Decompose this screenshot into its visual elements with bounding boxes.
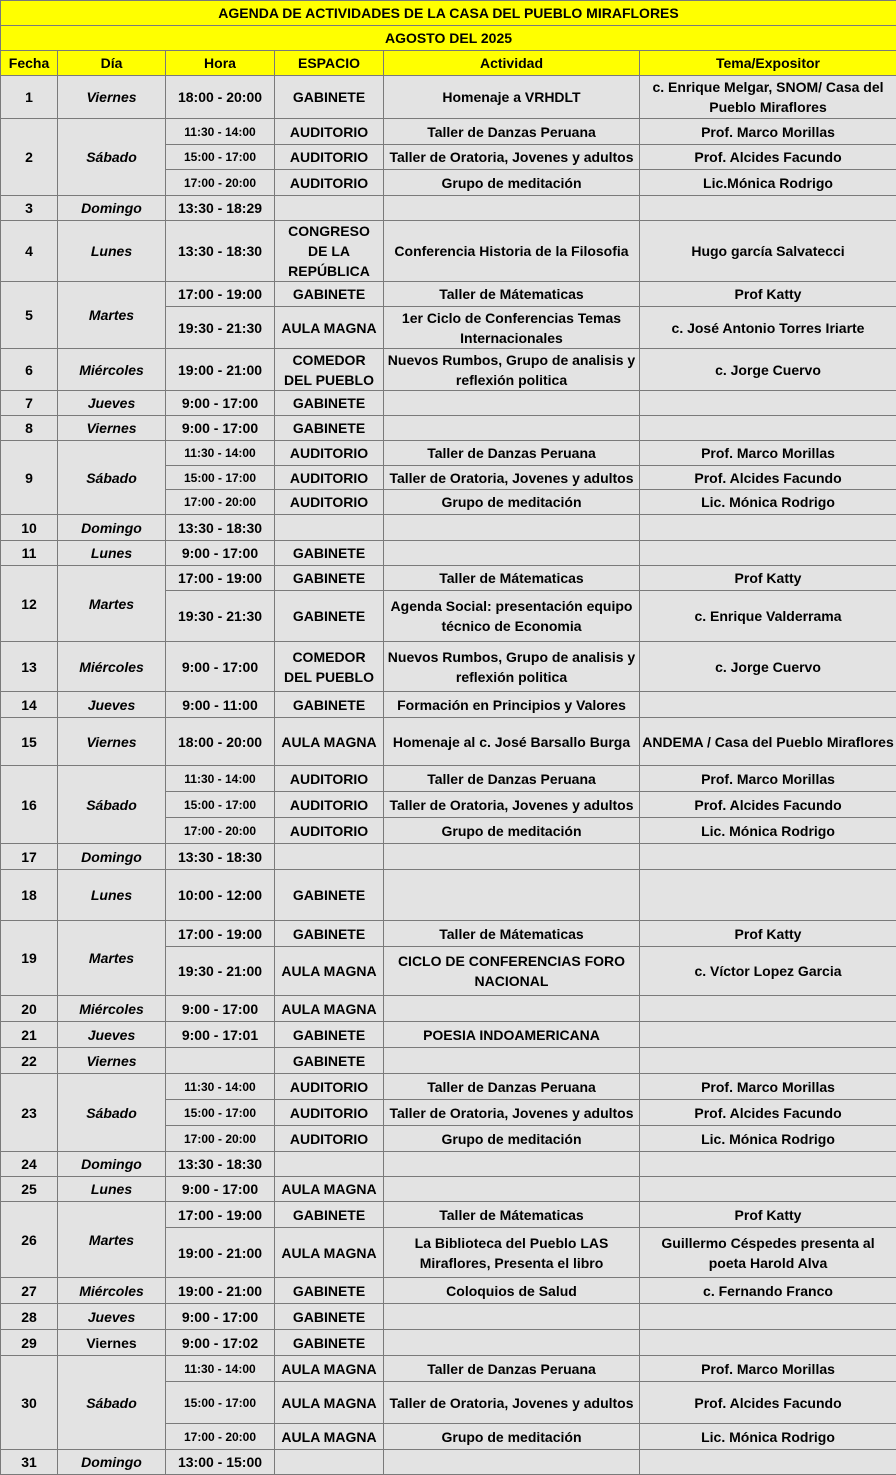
cell-tema: Prof. Marco Morillas: [640, 1074, 896, 1100]
cell-espacio: AULA MAGNA: [275, 1356, 384, 1382]
cell-espacio: AULA MAGNA: [275, 1228, 384, 1278]
cell-hora: 13:30 - 18:30: [166, 1152, 275, 1177]
cell-fecha: 27: [1, 1278, 58, 1304]
cell-tema: c. Jorge Cuervo: [640, 642, 896, 692]
cell-dia: Lunes: [58, 870, 166, 921]
cell-actividad: CICLO DE CONFERENCIAS FORO NACIONAL: [384, 947, 640, 996]
cell-hora: 19:00 - 21:00: [166, 349, 275, 391]
cell-actividad: Grupo de meditación: [384, 1424, 640, 1450]
cell-hora: 17:00 - 20:00: [166, 1126, 275, 1152]
cell-tema: Prof. Alcides Facundo: [640, 1100, 896, 1126]
cell-dia: Lunes: [58, 541, 166, 566]
cell-espacio: [275, 1450, 384, 1475]
cell-dia: Viernes: [58, 718, 166, 766]
cell-espacio: AULA MAGNA: [275, 307, 384, 349]
cell-tema: [640, 416, 896, 441]
cell-actividad: Taller de Danzas Peruana: [384, 119, 640, 145]
cell-tema: [640, 1048, 896, 1074]
table-row: [1, 921, 896, 947]
cell-actividad: Grupo de meditación: [384, 490, 640, 515]
cell-fecha: 3: [1, 196, 58, 221]
cell-actividad: [384, 416, 640, 441]
cell-hora: 10:00 - 12:00: [166, 870, 275, 921]
cell-espacio: GABINETE: [275, 1022, 384, 1048]
cell-actividad: La Biblioteca del Pueblo LAS Miraflores, Presenta el libro: [384, 1228, 640, 1278]
cell-espacio: AUDITORIO: [275, 1074, 384, 1100]
cell-actividad: Conferencia Historia de la Filosofia: [384, 221, 640, 282]
cell-espacio: GABINETE: [275, 921, 384, 947]
table-row: [1, 692, 896, 718]
cell-actividad: [384, 515, 640, 541]
title-row: [1, 1, 896, 26]
table-row: [1, 1450, 896, 1475]
cell-actividad: Taller de Mátematicas: [384, 282, 640, 307]
cell-espacio: GABINETE: [275, 870, 384, 921]
cell-fecha: 24: [1, 1152, 58, 1177]
cell-hora: 18:00 - 20:00: [166, 76, 275, 119]
cell-dia: Jueves: [58, 1304, 166, 1330]
cell-hora: 9:00 - 17:00: [166, 642, 275, 692]
cell-espacio: [275, 196, 384, 221]
cell-hora: 9:00 - 17:00: [166, 1304, 275, 1330]
cell-hora: 9:00 - 17:02: [166, 1330, 275, 1356]
cell-actividad: [384, 1177, 640, 1202]
cell-dia: Sábado: [58, 766, 166, 844]
table-row: [1, 515, 896, 541]
cell-actividad: Homenaje al c. José Barsallo Burga: [384, 718, 640, 766]
cell-tema: [640, 1152, 896, 1177]
cell-espacio: AUDITORIO: [275, 1100, 384, 1126]
cell-espacio: GABINETE: [275, 1202, 384, 1228]
cell-tema: [640, 515, 896, 541]
cell-hora: 9:00 - 11:00: [166, 692, 275, 718]
cell-espacio: AUDITORIO: [275, 490, 384, 515]
cell-espacio: GABINETE: [275, 692, 384, 718]
table-row: [1, 870, 896, 921]
cell-actividad: Grupo de meditación: [384, 170, 640, 196]
cell-dia: Sábado: [58, 1074, 166, 1152]
cell-hora: [166, 1048, 275, 1074]
cell-espacio: AUDITORIO: [275, 766, 384, 792]
cell-fecha: 8: [1, 416, 58, 441]
cell-fecha: 13: [1, 642, 58, 692]
cell-dia: Miércoles: [58, 996, 166, 1022]
cell-hora: 15:00 - 17:00: [166, 1100, 275, 1126]
cell-dia: Lunes: [58, 221, 166, 282]
table-row: [1, 282, 896, 307]
cell-actividad: [384, 1450, 640, 1475]
cell-tema: Prof. Marco Morillas: [640, 766, 896, 792]
cell-hora: 13:30 - 18:29: [166, 196, 275, 221]
cell-fecha: 14: [1, 692, 58, 718]
cell-espacio: AUDITORIO: [275, 119, 384, 145]
cell-tema: [640, 1330, 896, 1356]
cell-actividad: Grupo de meditación: [384, 1126, 640, 1152]
table-row: [1, 844, 896, 870]
cell-actividad: [384, 541, 640, 566]
cell-tema: c. Enrique Melgar, SNOM/ Casa del Pueblo Miraflores: [640, 76, 896, 119]
cell-tema: c. Jorge Cuervo: [640, 349, 896, 391]
cell-espacio: AUDITORIO: [275, 818, 384, 844]
cell-hora: 15:00 - 17:00: [166, 792, 275, 818]
table-row: [1, 76, 896, 119]
cell-espacio: GABINETE: [275, 416, 384, 441]
cell-espacio: AULA MAGNA: [275, 1177, 384, 1202]
table-row: [1, 1278, 896, 1304]
cell-actividad: Taller de Mátematicas: [384, 921, 640, 947]
cell-hora: 15:00 - 17:00: [166, 145, 275, 170]
cell-espacio: AUDITORIO: [275, 1126, 384, 1152]
cell-dia: Sábado: [58, 119, 166, 196]
cell-tema: c. Enrique Valderrama: [640, 591, 896, 642]
cell-dia: Jueves: [58, 692, 166, 718]
cell-espacio: AULA MAGNA: [275, 996, 384, 1022]
cell-espacio: CONGRESO DE LA REPÚBLICA: [275, 221, 384, 282]
table-row: [1, 1330, 896, 1356]
cell-tema: [640, 996, 896, 1022]
cell-espacio: AUDITORIO: [275, 441, 384, 466]
cell-tema: Hugo garcía Salvatecci: [640, 221, 896, 282]
page-subtitle: AGOSTO DEL 2025: [1, 26, 896, 51]
cell-dia: Domingo: [58, 1152, 166, 1177]
cell-hora: 19:30 - 21:00: [166, 947, 275, 996]
cell-dia: Domingo: [58, 196, 166, 221]
cell-dia: Domingo: [58, 515, 166, 541]
table-row: [1, 1177, 896, 1202]
cell-tema: Lic.Mónica Rodrigo: [640, 170, 896, 196]
cell-actividad: [384, 196, 640, 221]
cell-actividad: Taller de Danzas Peruana: [384, 766, 640, 792]
cell-actividad: Taller de Danzas Peruana: [384, 1074, 640, 1100]
table-row: [1, 119, 896, 145]
cell-fecha: 9: [1, 441, 58, 515]
cell-dia: Sábado: [58, 441, 166, 515]
cell-hora: 17:00 - 20:00: [166, 490, 275, 515]
cell-actividad: Homenaje a VRHDLT: [384, 76, 640, 119]
cell-hora: 19:00 - 21:00: [166, 1278, 275, 1304]
cell-tema: Prof. Marco Morillas: [640, 1356, 896, 1382]
cell-tema: Guillermo Céspedes presenta al poeta Harold Alva: [640, 1228, 896, 1278]
cell-fecha: 29: [1, 1330, 58, 1356]
cell-hora: 19:00 - 21:00: [166, 1228, 275, 1278]
table-row: [1, 996, 896, 1022]
cell-hora: 17:00 - 20:00: [166, 170, 275, 196]
cell-tema: Prof. Marco Morillas: [640, 119, 896, 145]
cell-fecha: 22: [1, 1048, 58, 1074]
cell-actividad: [384, 996, 640, 1022]
cell-actividad: Taller de Mátematicas: [384, 566, 640, 591]
cell-actividad: [384, 1330, 640, 1356]
cell-actividad: Taller de Oratoria, Jovenes y adultos: [384, 1382, 640, 1424]
cell-hora: 13:00 - 15:00: [166, 1450, 275, 1475]
cell-hora: 13:30 - 18:30: [166, 844, 275, 870]
cell-tema: Prof Katty: [640, 282, 896, 307]
cell-tema: Prof Katty: [640, 566, 896, 591]
cell-tema: ANDEMA / Casa del Pueblo Miraflores: [640, 718, 896, 766]
cell-actividad: Taller de Oratoria, Jovenes y adultos: [384, 792, 640, 818]
cell-dia: Miércoles: [58, 349, 166, 391]
header-row: [1, 51, 896, 76]
cell-hora: 11:30 - 14:00: [166, 766, 275, 792]
cell-espacio: GABINETE: [275, 282, 384, 307]
cell-fecha: 5: [1, 282, 58, 349]
cell-fecha: 16: [1, 766, 58, 844]
cell-espacio: AULA MAGNA: [275, 1382, 384, 1424]
cell-espacio: GABINETE: [275, 1048, 384, 1074]
cell-espacio: AULA MAGNA: [275, 947, 384, 996]
cell-tema: [640, 1304, 896, 1330]
cell-hora: 11:30 - 14:00: [166, 1356, 275, 1382]
cell-tema: Prof Katty: [640, 1202, 896, 1228]
cell-tema: c. Víctor Lopez Garcia: [640, 947, 896, 996]
cell-dia: Miércoles: [58, 1278, 166, 1304]
cell-hora: 17:00 - 19:00: [166, 566, 275, 591]
table-row: [1, 1074, 896, 1100]
cell-actividad: Taller de Oratoria, Jovenes y adultos: [384, 1100, 640, 1126]
cell-hora: 15:00 - 17:00: [166, 466, 275, 490]
cell-hora: 17:00 - 19:00: [166, 282, 275, 307]
cell-tema: Lic. Mónica Rodrigo: [640, 1424, 896, 1450]
table-row: [1, 221, 896, 282]
cell-dia: Martes: [58, 282, 166, 349]
cell-hora: 13:30 - 18:30: [166, 515, 275, 541]
cell-actividad: 1er Ciclo de Conferencias Temas Internacionales: [384, 307, 640, 349]
cell-fecha: 6: [1, 349, 58, 391]
cell-espacio: [275, 1152, 384, 1177]
cell-tema: Prof. Alcides Facundo: [640, 466, 896, 490]
cell-fecha: 10: [1, 515, 58, 541]
cell-actividad: Taller de Oratoria, Jovenes y adultos: [384, 145, 640, 170]
cell-actividad: [384, 1152, 640, 1177]
cell-fecha: 4: [1, 221, 58, 282]
cell-fecha: 19: [1, 921, 58, 996]
header-fecha: Fecha: [1, 51, 58, 76]
cell-tema: [640, 1177, 896, 1202]
cell-tema: [640, 391, 896, 416]
cell-tema: [640, 541, 896, 566]
cell-fecha: 2: [1, 119, 58, 196]
table-row: [1, 566, 896, 591]
table-row: [1, 1304, 896, 1330]
cell-dia: Domingo: [58, 1450, 166, 1475]
cell-tema: [640, 692, 896, 718]
table-row: [1, 1356, 896, 1382]
cell-dia: Lunes: [58, 1177, 166, 1202]
cell-actividad: Taller de Mátematicas: [384, 1202, 640, 1228]
cell-dia: Martes: [58, 1202, 166, 1278]
cell-hora: 19:30 - 21:30: [166, 591, 275, 642]
cell-dia: Domingo: [58, 844, 166, 870]
cell-espacio: COMEDOR DEL PUEBLO: [275, 349, 384, 391]
cell-actividad: Nuevos Rumbos, Grupo de analisis y reflexión politica: [384, 642, 640, 692]
cell-hora: 11:30 - 14:00: [166, 1074, 275, 1100]
cell-actividad: [384, 844, 640, 870]
cell-actividad: [384, 1304, 640, 1330]
subtitle-row: [1, 26, 896, 51]
table-row: [1, 391, 896, 416]
cell-tema: [640, 1022, 896, 1048]
table-row: [1, 441, 896, 466]
header-tema: Tema/Expositor: [640, 51, 896, 76]
cell-espacio: GABINETE: [275, 1304, 384, 1330]
agenda-body: [1, 1, 896, 1475]
cell-hora: 17:00 - 19:00: [166, 921, 275, 947]
cell-espacio: [275, 844, 384, 870]
table-row: [1, 718, 896, 766]
cell-hora: 17:00 - 20:00: [166, 818, 275, 844]
cell-espacio: AULA MAGNA: [275, 718, 384, 766]
cell-espacio: GABINETE: [275, 1278, 384, 1304]
cell-fecha: 21: [1, 1022, 58, 1048]
cell-dia: Viernes: [58, 76, 166, 119]
cell-espacio: GABINETE: [275, 391, 384, 416]
cell-hora: 13:30 - 18:30: [166, 221, 275, 282]
cell-fecha: 25: [1, 1177, 58, 1202]
table-row: [1, 541, 896, 566]
cell-fecha: 31: [1, 1450, 58, 1475]
table-row: [1, 349, 896, 391]
cell-hora: 9:00 - 17:00: [166, 996, 275, 1022]
cell-hora: 9:00 - 17:00: [166, 391, 275, 416]
cell-espacio: AUDITORIO: [275, 145, 384, 170]
table-row: [1, 1048, 896, 1074]
cell-actividad: [384, 1048, 640, 1074]
cell-hora: 9:00 - 17:01: [166, 1022, 275, 1048]
table-row: [1, 1022, 896, 1048]
cell-tema: c. José Antonio Torres Iriarte: [640, 307, 896, 349]
cell-fecha: 15: [1, 718, 58, 766]
cell-hora: 17:00 - 19:00: [166, 1202, 275, 1228]
cell-fecha: 11: [1, 541, 58, 566]
cell-tema: [640, 870, 896, 921]
cell-dia: Jueves: [58, 391, 166, 416]
table-row: [1, 642, 896, 692]
header-espacio: ESPACIO: [275, 51, 384, 76]
cell-hora: 17:00 - 20:00: [166, 1424, 275, 1450]
header-actividad: Actividad: [384, 51, 640, 76]
cell-fecha: 17: [1, 844, 58, 870]
cell-espacio: AUDITORIO: [275, 792, 384, 818]
cell-dia: Viernes: [58, 1048, 166, 1074]
cell-actividad: Grupo de meditación: [384, 818, 640, 844]
cell-actividad: Coloquios de Salud: [384, 1278, 640, 1304]
cell-dia: Martes: [58, 921, 166, 996]
cell-fecha: 1: [1, 76, 58, 119]
cell-fecha: 12: [1, 566, 58, 642]
cell-actividad: Nuevos Rumbos, Grupo de analisis y reflexión politica: [384, 349, 640, 391]
table-row: [1, 416, 896, 441]
cell-espacio: AULA MAGNA: [275, 1424, 384, 1450]
cell-hora: 11:30 - 14:00: [166, 119, 275, 145]
cell-fecha: 18: [1, 870, 58, 921]
cell-actividad: [384, 870, 640, 921]
cell-fecha: 28: [1, 1304, 58, 1330]
cell-espacio: AUDITORIO: [275, 466, 384, 490]
cell-hora: 9:00 - 17:00: [166, 541, 275, 566]
cell-espacio: GABINETE: [275, 566, 384, 591]
cell-espacio: COMEDOR DEL PUEBLO: [275, 642, 384, 692]
cell-tema: Lic. Mónica Rodrigo: [640, 1126, 896, 1152]
cell-dia: Viernes: [58, 1330, 166, 1356]
table-row: [1, 1152, 896, 1177]
cell-tema: Lic. Mónica Rodrigo: [640, 490, 896, 515]
cell-fecha: 23: [1, 1074, 58, 1152]
cell-actividad: Agenda Social: presentación equipo técnico de Economia: [384, 591, 640, 642]
cell-tema: c. Fernando Franco: [640, 1278, 896, 1304]
cell-tema: Prof. Alcides Facundo: [640, 1382, 896, 1424]
cell-actividad: Taller de Danzas Peruana: [384, 1356, 640, 1382]
cell-espacio: [275, 515, 384, 541]
cell-actividad: Taller de Oratoria, Jovenes y adultos: [384, 466, 640, 490]
cell-tema: Prof Katty: [640, 921, 896, 947]
cell-fecha: 7: [1, 391, 58, 416]
cell-tema: [640, 1450, 896, 1475]
cell-hora: 18:00 - 20:00: [166, 718, 275, 766]
cell-tema: [640, 844, 896, 870]
cell-actividad: POESIA INDOAMERICANA: [384, 1022, 640, 1048]
cell-fecha: 20: [1, 996, 58, 1022]
cell-fecha: 30: [1, 1356, 58, 1450]
cell-dia: Sábado: [58, 1356, 166, 1450]
cell-dia: Jueves: [58, 1022, 166, 1048]
cell-hora: 15:00 - 17:00: [166, 1382, 275, 1424]
cell-actividad: [384, 391, 640, 416]
table-row: [1, 196, 896, 221]
cell-hora: 19:30 - 21:30: [166, 307, 275, 349]
cell-espacio: AUDITORIO: [275, 170, 384, 196]
header-dia: Día: [58, 51, 166, 76]
cell-tema: Prof. Alcides Facundo: [640, 792, 896, 818]
page-title: AGENDA DE ACTIVIDADES DE LA CASA DEL PUEBLO MIRAFLORES: [1, 1, 896, 26]
cell-tema: [640, 196, 896, 221]
cell-actividad: Formación en Principios y Valores: [384, 692, 640, 718]
cell-actividad: Taller de Danzas Peruana: [384, 441, 640, 466]
cell-dia: Martes: [58, 566, 166, 642]
cell-espacio: GABINETE: [275, 1330, 384, 1356]
cell-hora: 9:00 - 17:00: [166, 1177, 275, 1202]
cell-tema: Prof. Alcides Facundo: [640, 145, 896, 170]
cell-espacio: GABINETE: [275, 541, 384, 566]
cell-tema: Lic. Mónica Rodrigo: [640, 818, 896, 844]
cell-dia: Miércoles: [58, 642, 166, 692]
cell-tema: Prof. Marco Morillas: [640, 441, 896, 466]
cell-hora: 9:00 - 17:00: [166, 416, 275, 441]
table-row: [1, 1202, 896, 1228]
cell-fecha: 26: [1, 1202, 58, 1278]
table-row: [1, 766, 896, 792]
cell-hora: 11:30 - 14:00: [166, 441, 275, 466]
cell-dia: Viernes: [58, 416, 166, 441]
header-hora: Hora: [166, 51, 275, 76]
cell-espacio: GABINETE: [275, 591, 384, 642]
cell-espacio: GABINETE: [275, 76, 384, 119]
